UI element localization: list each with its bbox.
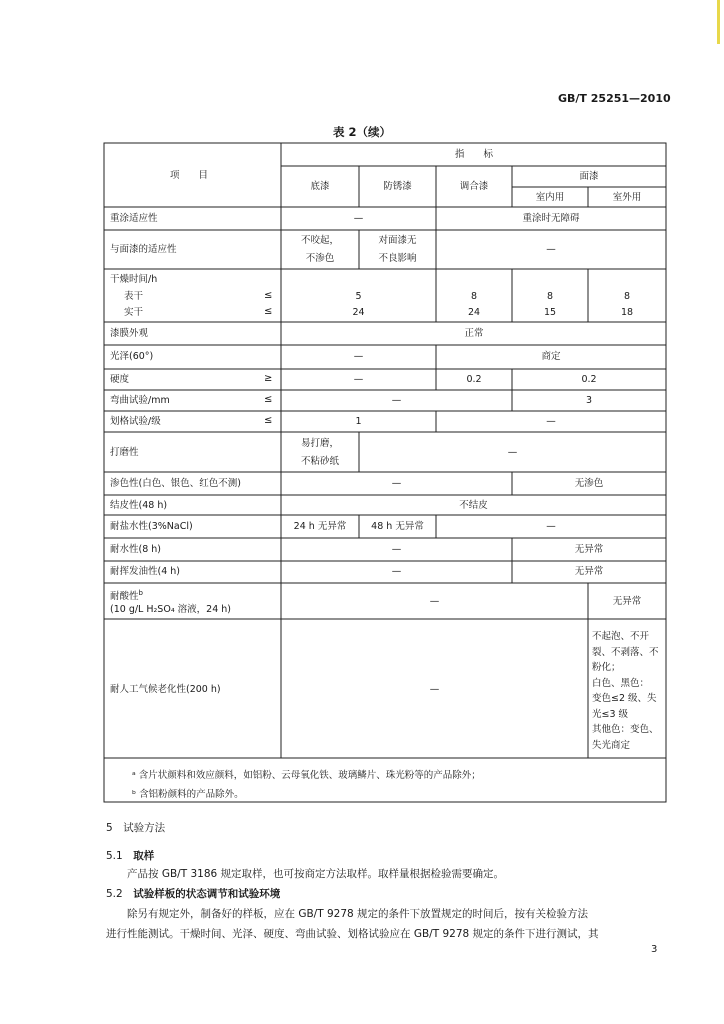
row-water-label: 耐水性(8 h) (110, 544, 161, 555)
row-skin-value: 不结皮 (459, 500, 488, 511)
row-bend-label: 弯曲试验/mm (110, 395, 170, 406)
section-5-1-title: 取样 (133, 850, 155, 862)
row-bend-a: — (391, 395, 402, 406)
row-acid-label-main: 耐酸性 (110, 591, 139, 603)
row-crosscut-b: — (546, 416, 556, 427)
section-5-2-number: 5.2 (106, 888, 123, 900)
row-dry-hard-label: 实干 (124, 307, 144, 318)
row-salt-primer: 24 h 无异常 (293, 521, 347, 532)
header-outdoor: 室外用 (612, 192, 642, 203)
row-dry-surface-value: 8 (470, 291, 478, 302)
section-5-2-text-line1: 除另有规定外，制备好的样板，应在 GB/T 9278 规定的条件下放置规定的时间后，按有关检验方法 (127, 908, 589, 920)
row-dry-hard-value: 15 (543, 307, 557, 318)
row-acid-b: 无异常 (612, 596, 642, 607)
row-dry-hard-value: 24 (467, 307, 481, 318)
row-dry-surface-label: 表干 (124, 291, 144, 302)
row-gloss-b: 商定 (541, 351, 561, 362)
row-dry-hard-op: ≤ (264, 306, 273, 317)
row-acid-label (110, 588, 143, 602)
row-gloss-label: 光泽(60°) (110, 351, 154, 362)
table-notes (132, 766, 481, 804)
row-dry-surface-value: 5 (355, 291, 362, 302)
row-bend-op: ≤ (264, 394, 273, 405)
row-dry-surface-value: 8 (546, 291, 554, 302)
row-petrol-label: 耐挥发油性(4 h) (110, 566, 180, 577)
row-dry-label: 干燥时间/h (110, 274, 158, 285)
section-5-2-text-line2: 进行性能测试。干燥时间、光泽、硬度、弯曲试验、划格试验应在 GB/T 9278 规定的条件下进行测试，其 (106, 928, 599, 940)
section-5-heading: 5 试验方法 (106, 822, 166, 834)
row-topcoat-fit-label: 与面漆的适应性 (110, 244, 177, 255)
row-weather-label: 耐人工气候老化性(200 h) (110, 684, 221, 695)
row-dry-hard-value: 24 (352, 307, 365, 318)
row-hardness-label: 硬度 (110, 374, 130, 385)
row-bend-b: 3 (585, 395, 593, 406)
row-recoat-a: — (353, 213, 364, 224)
row-appearance-value: 正常 (464, 328, 484, 339)
row-sanding-primer-2: 不粘砂纸 (300, 456, 339, 467)
row-topcoat-fit-primer-1: 不咬起， (300, 235, 339, 246)
row-recoat-label: 重涂适应性 (110, 213, 158, 224)
header-antirust: 防锈漆 (383, 181, 412, 192)
row-bleed-label: 渗色性(白色、银色、红色不测) (110, 478, 241, 489)
section-5-2-title: 试验样板的状态调节和试验环境 (133, 888, 281, 900)
row-bleed-b: 无渗色 (574, 478, 604, 489)
row-petrol-a: — (391, 566, 402, 577)
header-blend: 调合漆 (459, 181, 489, 192)
weather-line: 失光商定 (592, 739, 631, 751)
row-hardness-op: ≥ (264, 373, 273, 384)
row-salt-label: 耐盐水性(3%NaCl) (110, 521, 193, 532)
row-topcoat-fit-rest: — (546, 244, 556, 255)
header-indicator: 指 标 (455, 149, 494, 160)
row-petrol-b: 无异常 (574, 566, 604, 577)
header-topcoat: 面漆 (579, 171, 599, 182)
header-primer: 底漆 (310, 181, 330, 192)
page-number: 3 (651, 944, 658, 955)
section-5-1-text: 产品按 GB/T 3186 规定取样，也可按商定方法取样。取样量根据检验需要确定。 (127, 868, 505, 880)
row-acid-label-sub: (10 g/L H₂SO₄ 溶液，24 h) (110, 604, 231, 615)
row-crosscut-op: ≤ (264, 415, 273, 426)
row-dry-surface-value: 8 (623, 291, 631, 302)
table-caption: 表 2（续） (332, 125, 391, 139)
weather-line: 裂、不剥落、不 (592, 646, 659, 658)
row-water-a: — (391, 544, 402, 555)
row-crosscut-a: 1 (355, 416, 362, 427)
row-sanding-rest: — (507, 447, 518, 458)
row-dry-hard-value: 18 (620, 307, 634, 318)
row-skin-label: 结皮性(48 h) (110, 500, 168, 511)
row-hardness-top: 0.2 (581, 374, 597, 385)
weather-line: 粉化； (592, 662, 621, 673)
header-indoor: 室内用 (535, 192, 565, 203)
row-topcoat-fit-primer-2: 不渗色 (305, 253, 335, 264)
weather-line: 变色≤2 级、失 (592, 693, 657, 704)
weather-line: 其他色：变色、 (592, 724, 659, 735)
row-acid-a: — (429, 596, 440, 607)
row-dry-surface-op: ≤ (264, 290, 273, 301)
header-item: 项 目 (170, 170, 209, 181)
row-acid-footnote-mark: b (138, 589, 143, 597)
row-recoat-b: 重涂时无障碍 (522, 213, 580, 224)
table-note-a: ᵃ 含片状颜料和效应颜料，如铝粉、云母氧化铁、玻璃鳞片、珠光粉等的产品除外； (132, 770, 481, 781)
row-sanding-label: 打磨性 (110, 447, 139, 458)
row-weather-requirements (592, 629, 659, 753)
row-topcoat-fit-antirust-2: 不良影响 (378, 253, 417, 264)
weather-line: 不起泡、不开 (592, 631, 650, 642)
row-salt-antirust: 48 h 无异常 (371, 521, 424, 532)
standard-number: GB/T 25251—2010 (558, 92, 671, 105)
row-bleed-a: — (391, 478, 402, 489)
row-gloss-a: — (353, 351, 364, 362)
section-5-1-number: 5.1 (106, 850, 123, 862)
row-water-b: 无异常 (574, 544, 604, 555)
row-appearance-label: 漆膜外观 (110, 328, 149, 339)
row-sanding-primer-1: 易打磨， (300, 438, 339, 449)
row-weather-a: — (429, 684, 440, 695)
row-salt-rest: — (546, 521, 556, 532)
row-hardness-a: — (353, 374, 364, 385)
weather-line: 白色、黑色： (592, 677, 650, 689)
row-topcoat-fit-antirust-1: 对面漆无 (378, 235, 417, 246)
table-note-b: ᵇ 含铝粉颜料的产品除外。 (132, 789, 244, 800)
row-hardness-blend: 0.2 (466, 374, 482, 385)
weather-line: 光≤3 级 (592, 708, 629, 720)
row-crosscut-label: 划格试验/级 (110, 416, 161, 427)
